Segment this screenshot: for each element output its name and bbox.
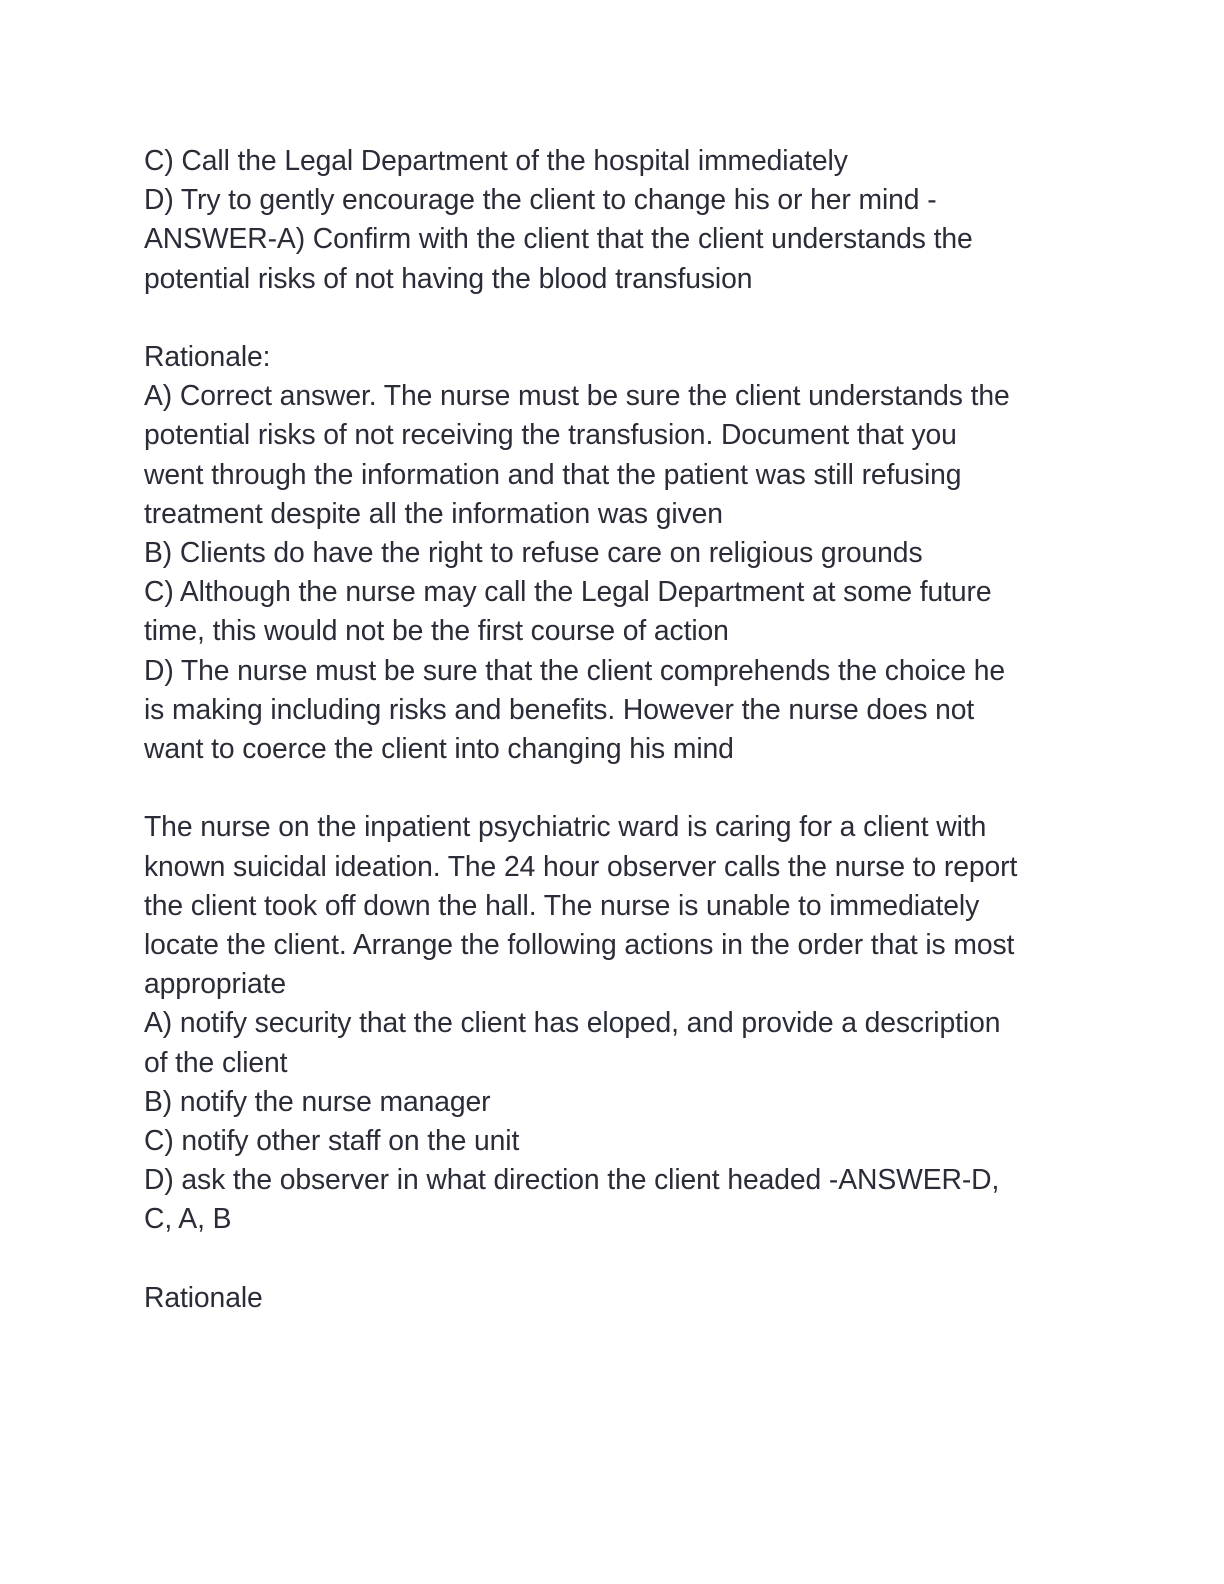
rationale-c-cont: time, this would not be the first course of action bbox=[144, 614, 729, 647]
blank-line bbox=[144, 1239, 1084, 1278]
document-body bbox=[144, 141, 1084, 1317]
rationale-a: A) Correct answer. The nurse must be sure the client understands the bbox=[144, 379, 1010, 412]
rationale-d-cont: want to coerce the client into changing his mind bbox=[144, 732, 734, 765]
answer-line-cont: potential risks of not having the blood transfusion bbox=[144, 261, 753, 294]
rationale-b: B) Clients do have the right to refuse care on religious grounds bbox=[144, 536, 923, 569]
blank-line bbox=[144, 768, 1084, 807]
rationale-heading: Rationale: bbox=[144, 340, 271, 372]
blank-line bbox=[144, 298, 1084, 337]
rationale-c: C) Although the nurse may call the Legal Department at some future bbox=[144, 575, 992, 608]
rationale-a-cont: went through the information and that the patient was still refusing bbox=[144, 457, 962, 490]
rationale-a-cont: potential risks of not receiving the transfusion. Document that you bbox=[144, 418, 957, 451]
option-a-text-cont: of the client bbox=[144, 1045, 288, 1078]
question-stem: The nurse on the inpatient psychiatric ward is caring for a client with bbox=[144, 810, 987, 843]
rationale-d-cont: is making including risks and benefits. However the nurse does not bbox=[144, 692, 975, 725]
question-stem-cont: the client took off down the hall. The nurse is unable to immediately bbox=[144, 888, 980, 921]
option-a-text: A) notify security that the client has eloped, and provide a description bbox=[144, 1006, 1001, 1039]
answer-line: ANSWER-A) Confirm with the client that the client understands the bbox=[144, 222, 973, 255]
question-stem-cont: known suicidal ideation. The 24 hour observer calls the nurse to report bbox=[144, 849, 1018, 882]
option-d-text: D) Try to gently encourage the client to change his or her mind - bbox=[144, 183, 937, 216]
option-c-text: C) Call the Legal Department of the hospital immediately bbox=[144, 144, 848, 176]
option-d-answer: D) ask the observer in what direction the client headed -ANSWER-D, bbox=[144, 1163, 1000, 1196]
answer-order: C, A, B bbox=[144, 1202, 232, 1235]
option-b-text: B) notify the nurse manager bbox=[144, 1084, 491, 1117]
rationale-heading: Rationale bbox=[144, 1280, 263, 1313]
rationale-d: D) The nurse must be sure that the client comprehends the choice he bbox=[144, 653, 1006, 686]
question-stem-cont: appropriate bbox=[144, 967, 287, 1000]
question-stem-cont: locate the client. Arrange the following actions in the order that is most bbox=[144, 928, 1015, 961]
option-c-text: C) notify other staff on the unit bbox=[144, 1124, 520, 1157]
rationale-a-cont: treatment despite all the information was given bbox=[144, 496, 723, 529]
